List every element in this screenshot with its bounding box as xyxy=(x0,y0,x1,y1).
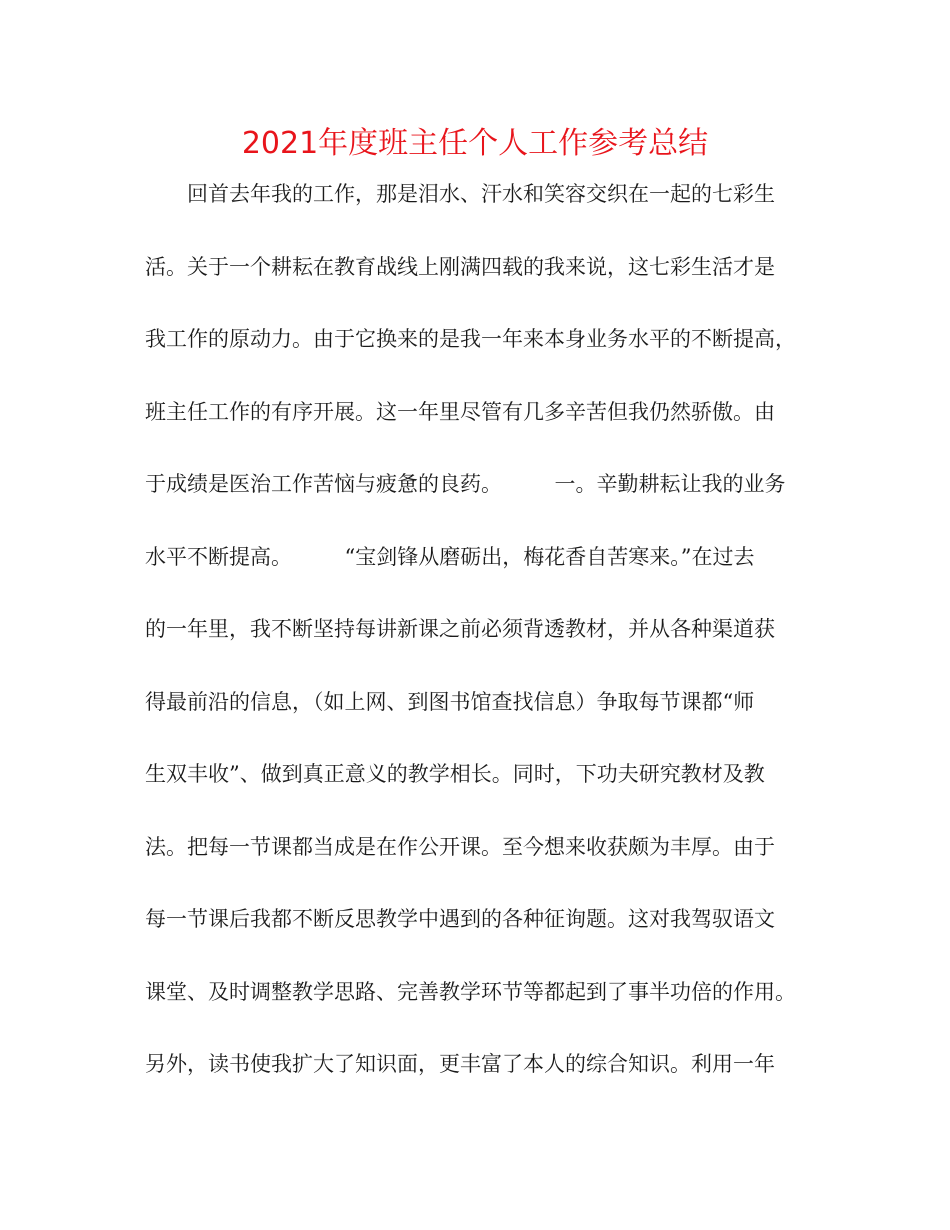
body-line: 活。关于一个耕耘在教育战线上刚满四载的我来说，这七彩生活才是 xyxy=(145,254,775,279)
body-line: 课堂、及时调整教学思路、完善教学环节等都起到了事半功倍的作用。 xyxy=(145,979,796,1004)
body-line: 回首去年我的工作，那是泪水、汗水和笑容交织在一起的七彩生 xyxy=(145,182,775,206)
document-title: 2021年度班主任个人工作参考总结 xyxy=(241,126,709,161)
body-line: 生双丰收”、做到真正意义的教学相长。同时，下功夫研究教材及教 xyxy=(145,762,765,786)
body-line: 于成绩是医治工作苦恼与疲惫的良药。 一。辛勤耕耘让我的业务 xyxy=(145,472,786,496)
body-line: 我工作的原动力。由于它换来的是我一年来本身业务水平的不断提高， xyxy=(145,327,796,351)
body-line: 得最前沿的信息，（如上网、到图书馆查找信息）争取每节课都“师 xyxy=(145,689,755,714)
document-body xyxy=(145,176,825,1119)
body-line: 水平不断提高。 “宝剑锋从磨砺出，梅花香自苦寒来。”在过去 xyxy=(145,544,755,569)
body-line: 另外，读书使我扩大了知识面，更丰富了本人的综合知识。利用一年 xyxy=(145,1052,775,1076)
body-line: 法。把每一节课都当成是在作公开课。至今想来收获颇为丰厚。由于 xyxy=(145,834,775,859)
body-line: 班主任工作的有序开展。这一年里尽管有几多辛苦但我仍然骄傲。由 xyxy=(145,399,775,424)
body-line: 每一节课后我都不断反思教学中遇到的各种征询题。这对我驾驭语文 xyxy=(145,907,775,931)
body-line: 的一年里，我不断坚持每讲新课之前必须背透教材，并从各种渠道获 xyxy=(145,617,775,641)
